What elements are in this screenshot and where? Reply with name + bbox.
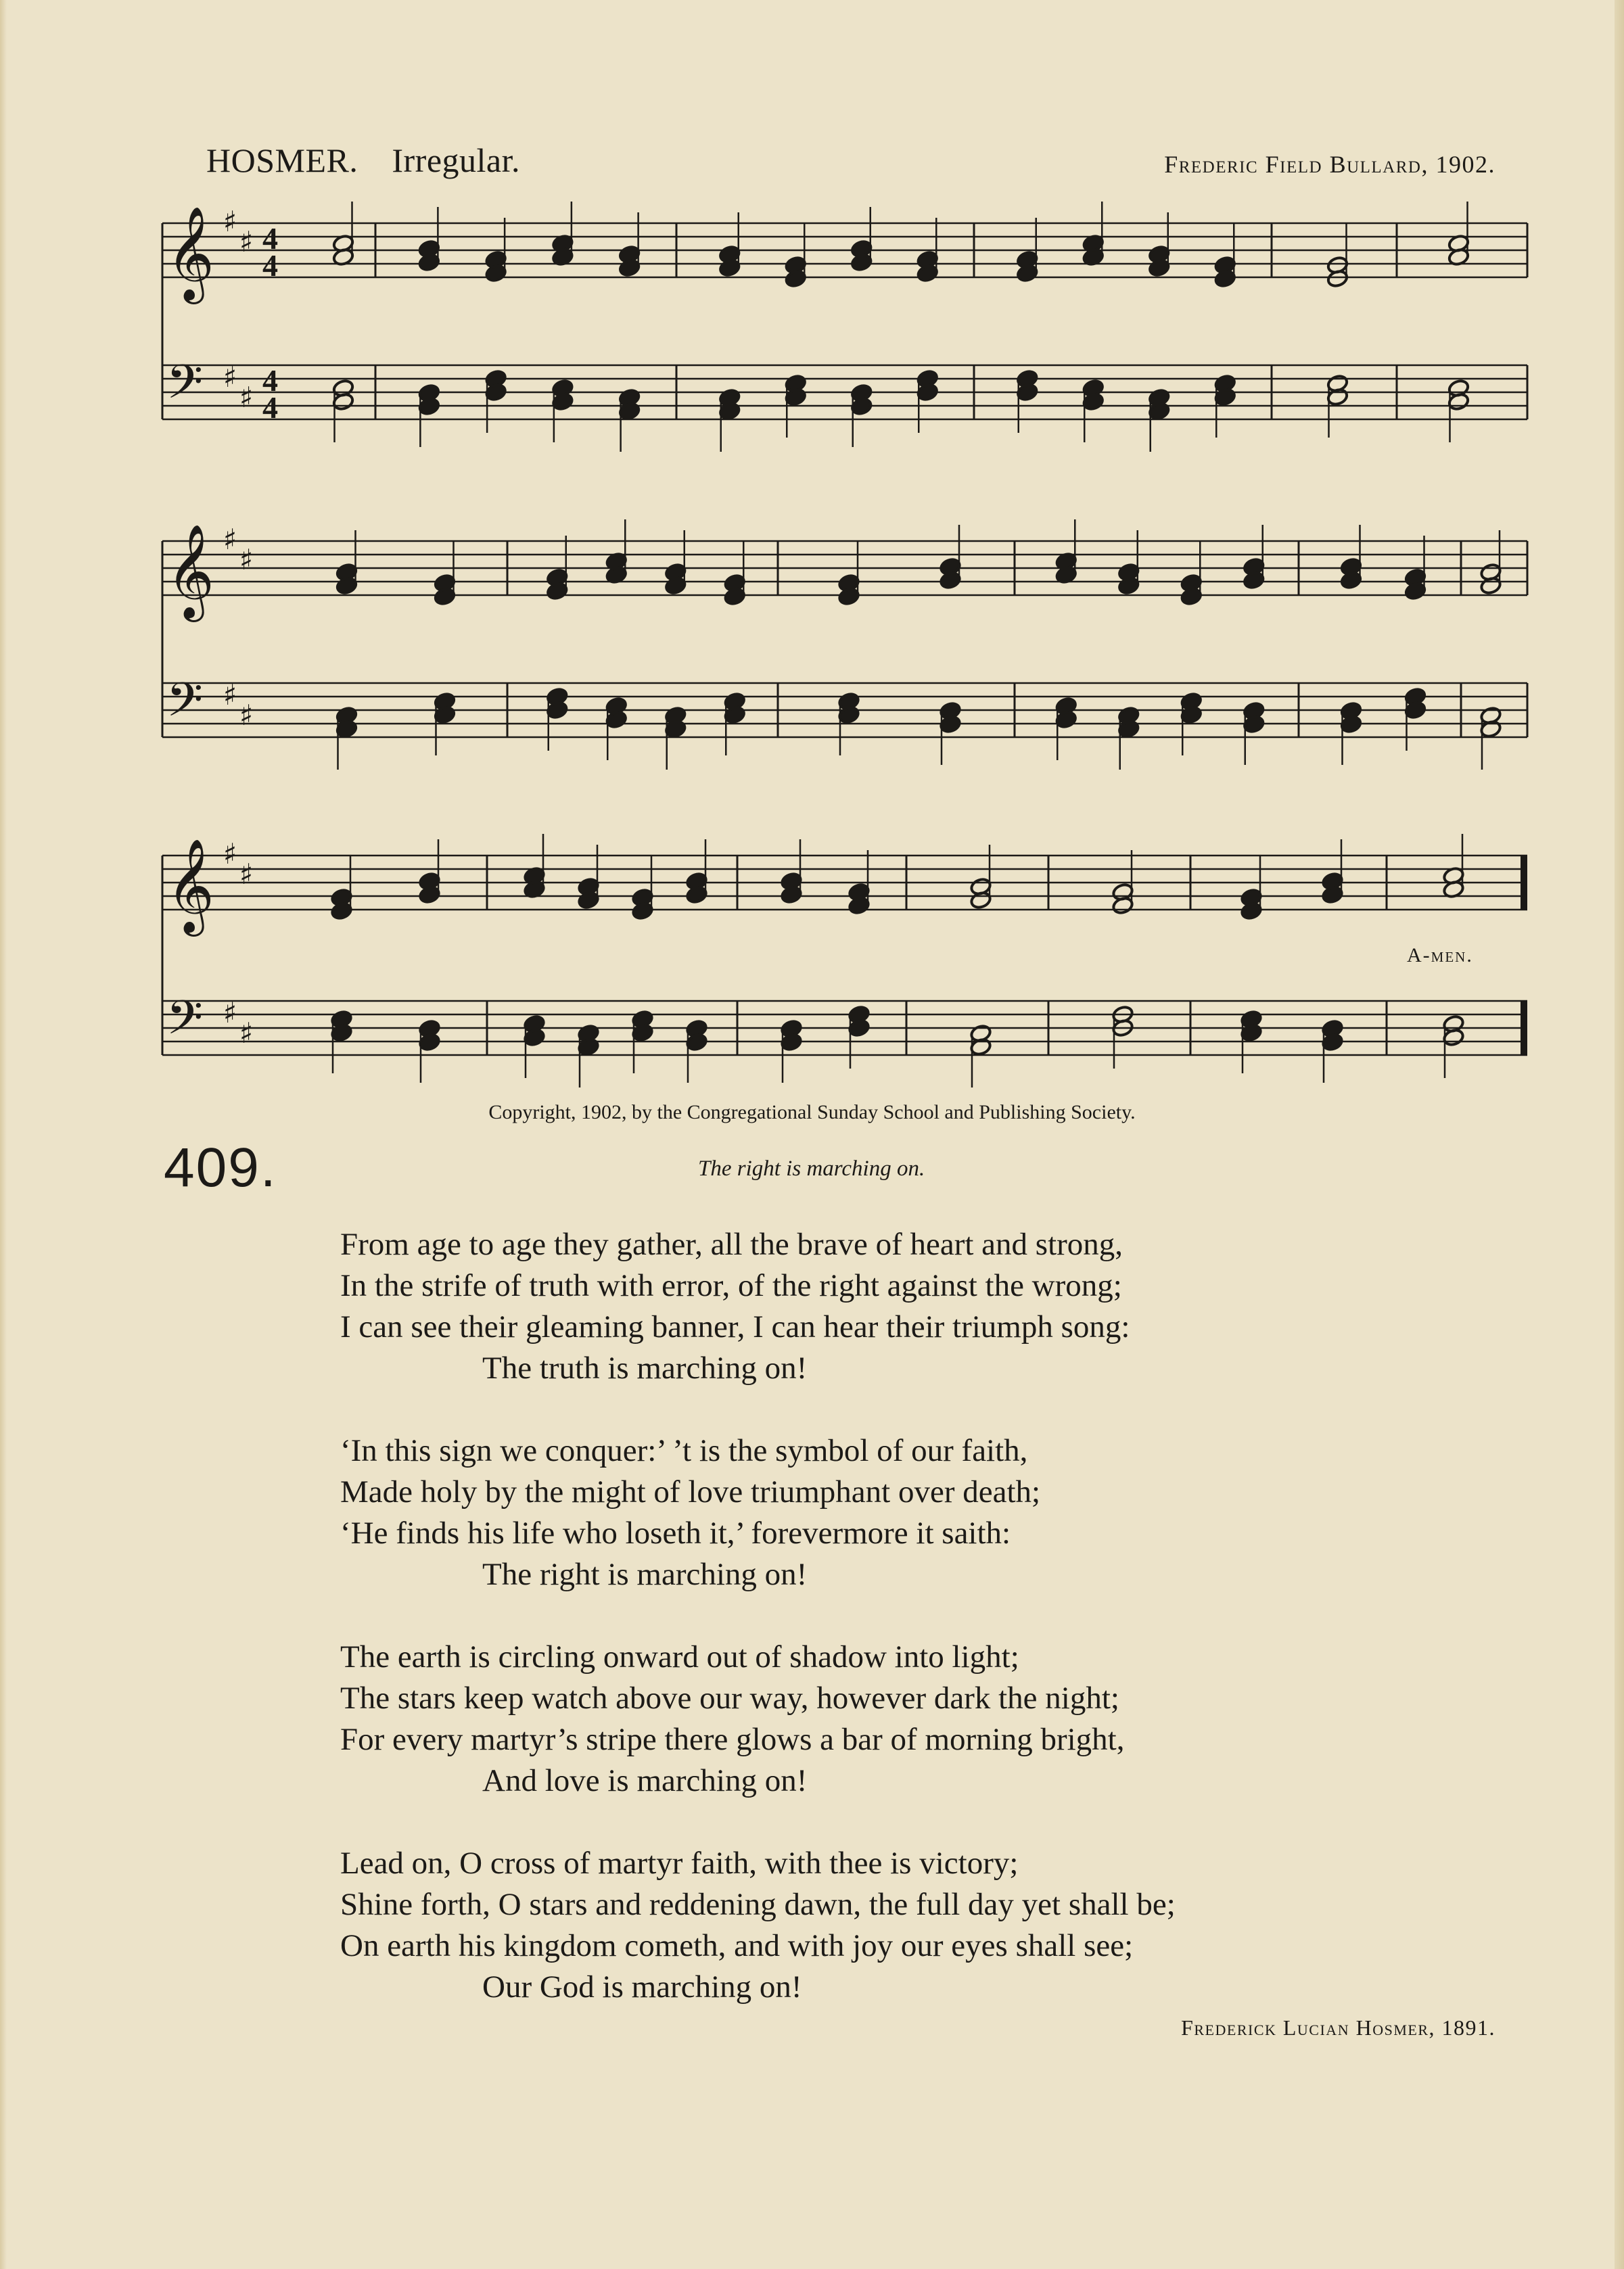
- note-head: [1240, 1023, 1262, 1042]
- note-head: [546, 582, 568, 601]
- note-head: [1340, 715, 1362, 734]
- note-head: [1180, 587, 1203, 606]
- note-head: [546, 701, 568, 720]
- note-head: [631, 902, 653, 920]
- note-head: [837, 587, 860, 606]
- stanza-refrain: And love is marching on!: [482, 1763, 808, 1798]
- note-head: [335, 720, 358, 739]
- sharp-icon: ♯: [239, 381, 254, 414]
- note-head: [577, 1037, 599, 1056]
- note-head: [685, 885, 707, 904]
- note-head: [434, 705, 456, 724]
- note-head: [485, 383, 507, 402]
- note-head: [1321, 885, 1343, 904]
- stanza-line: On earth his kingdom cometh, and with joy our eyes shall see;: [340, 1928, 1134, 1963]
- note-head: [1447, 392, 1470, 411]
- note-head: [335, 576, 358, 595]
- note-head: [780, 885, 802, 904]
- note-head: [724, 587, 746, 606]
- author-credit: Frederick Lucian Hosmer, 1891.: [1181, 2015, 1495, 2040]
- stanza-line: From age to age they gather, all the brave of heart and strong,: [340, 1227, 1123, 1262]
- note-head: [1326, 388, 1349, 406]
- hymn-text: [340, 1224, 1176, 2049]
- note-head: [664, 720, 687, 739]
- note-head: [1404, 701, 1426, 720]
- note-head: [1479, 576, 1502, 595]
- sharp-icon: ♯: [239, 225, 254, 258]
- note-head: [1442, 1028, 1464, 1047]
- note-head: [718, 402, 741, 421]
- note-head: [418, 253, 440, 272]
- stanza-line: ‘He finds his life who loseth it,’ forevermore it saith:: [340, 1516, 1011, 1551]
- note-head: [1117, 720, 1140, 739]
- note-head: [1055, 710, 1077, 729]
- time-signature-numerator: 4: [262, 221, 278, 256]
- stanza-1: [340, 1224, 1176, 1389]
- note-head: [1240, 902, 1262, 920]
- stanza-line: In the strife of truth with error, of the right against the wrong;: [340, 1268, 1122, 1303]
- note-head: [418, 885, 440, 904]
- note-head: [1214, 269, 1236, 288]
- note-head: [848, 1019, 870, 1037]
- note-head: [837, 705, 860, 724]
- note-head: [1479, 720, 1502, 739]
- sharp-icon: ♯: [223, 523, 237, 556]
- note-head: [780, 1033, 802, 1052]
- tune-name: HOSMER.: [206, 141, 358, 179]
- note-head: [618, 402, 641, 421]
- stanza-line: I can see their gleaming banner, I can hear their triumph song:: [340, 1309, 1130, 1344]
- stanza-line: ‘In this sign we conquer:’ ’t is the symbol of our faith,: [340, 1433, 1028, 1468]
- sharp-icon: ♯: [239, 1016, 254, 1050]
- note-head: [724, 705, 746, 724]
- time-signature-denominator: 4: [262, 390, 278, 425]
- note-head: [418, 397, 440, 416]
- composer-credit: Frederic Field Bullard, 1902.: [1164, 151, 1495, 178]
- bass-clef-icon: 𝄢: [166, 672, 204, 739]
- note-head: [1326, 269, 1349, 288]
- note-head: [1082, 392, 1105, 411]
- note-head: [418, 1033, 440, 1052]
- sharp-icon: ♯: [223, 678, 237, 711]
- note-head: [1148, 402, 1170, 421]
- note-head: [1016, 264, 1038, 283]
- note-head: [785, 269, 807, 288]
- note-head: [631, 1023, 653, 1042]
- amen-label: A-men.: [1407, 944, 1473, 966]
- note-head: [969, 1037, 992, 1056]
- note-head: [718, 258, 741, 277]
- bass-clef-icon: 𝄢: [166, 990, 204, 1056]
- note-head: [330, 1023, 352, 1042]
- sharp-icon: ♯: [239, 858, 254, 891]
- stanza-line: The stars keep watch above our way, however dark the night;: [340, 1681, 1119, 1716]
- note-head: [785, 388, 807, 406]
- treble-clef-icon: 𝄞: [166, 206, 214, 300]
- hymn-number: 409.: [164, 1137, 277, 1198]
- treble-clef-icon: 𝄞: [166, 524, 214, 618]
- final-bar-line: [1521, 1001, 1527, 1055]
- note-head: [1148, 258, 1170, 277]
- tune-meter: Irregular.: [392, 141, 520, 179]
- sharp-icon: ♯: [223, 837, 237, 870]
- treble-clef-icon: 𝄞: [166, 839, 214, 933]
- stanza-3: [340, 1637, 1176, 1802]
- stanza-line: Lead on, O cross of martyr faith, with thee is victory;: [340, 1846, 1019, 1881]
- note-head: [1243, 571, 1265, 590]
- note-head: [1404, 582, 1426, 601]
- note-head: [618, 258, 641, 277]
- note-head: [523, 1028, 545, 1047]
- note-head: [1214, 388, 1236, 406]
- note-head: [551, 392, 574, 411]
- sharp-icon: ♯: [223, 360, 237, 394]
- stanza-line: The earth is circling onward out of shadow into light;: [340, 1639, 1019, 1675]
- note-head: [969, 891, 992, 910]
- note-head: [1180, 705, 1203, 724]
- note-head: [939, 571, 961, 590]
- sharp-icon: ♯: [239, 699, 254, 732]
- note-head: [605, 710, 628, 729]
- note-head: [1340, 571, 1362, 590]
- final-bar-line: [1521, 856, 1527, 910]
- note-head: [917, 383, 939, 402]
- stanza-line: Shine forth, O stars and reddening dawn, the full day yet shall be;: [340, 1887, 1176, 1922]
- note-head: [939, 715, 961, 734]
- note-head: [848, 896, 870, 915]
- note-head: [850, 253, 873, 272]
- note-head: [850, 397, 873, 416]
- note-head: [485, 264, 507, 283]
- note-head: [917, 264, 939, 283]
- note-head: [1111, 896, 1134, 915]
- sharp-icon: ♯: [239, 543, 254, 576]
- stanza-4: [340, 1843, 1176, 2008]
- note-head: [1016, 383, 1038, 402]
- note-head: [1321, 1033, 1343, 1052]
- sharp-icon: ♯: [223, 996, 237, 1029]
- note-head: [1243, 715, 1265, 734]
- stanza-line: Made holy by the might of love triumphant over death;: [340, 1474, 1041, 1510]
- note-head: [332, 392, 354, 411]
- note-head: [434, 587, 456, 606]
- note-head: [577, 891, 599, 910]
- sharp-icon: ♯: [223, 205, 237, 238]
- note-head: [664, 576, 687, 595]
- note-head: [685, 1033, 707, 1052]
- time-signature-denominator: 4: [262, 248, 278, 283]
- bass-clef-icon: 𝄢: [166, 354, 204, 421]
- stanza-2: [340, 1430, 1176, 1595]
- stanza-refrain: The right is marching on!: [482, 1557, 808, 1592]
- time-signature-numerator: 4: [262, 363, 278, 398]
- note-head: [1117, 576, 1140, 595]
- copyright-notice: Copyright, 1902, by the Congregational Sunday School and Publishing Society.: [488, 1101, 1136, 1123]
- stanza-refrain: Our God is marching on!: [482, 1969, 802, 2005]
- stanza-line: For every martyr’s stripe there glows a bar of morning bright,: [340, 1722, 1125, 1757]
- stanza-refrain: The truth is marching on!: [482, 1351, 808, 1386]
- hymn-subtitle: The right is marching on.: [698, 1156, 925, 1181]
- note-head: [330, 902, 352, 920]
